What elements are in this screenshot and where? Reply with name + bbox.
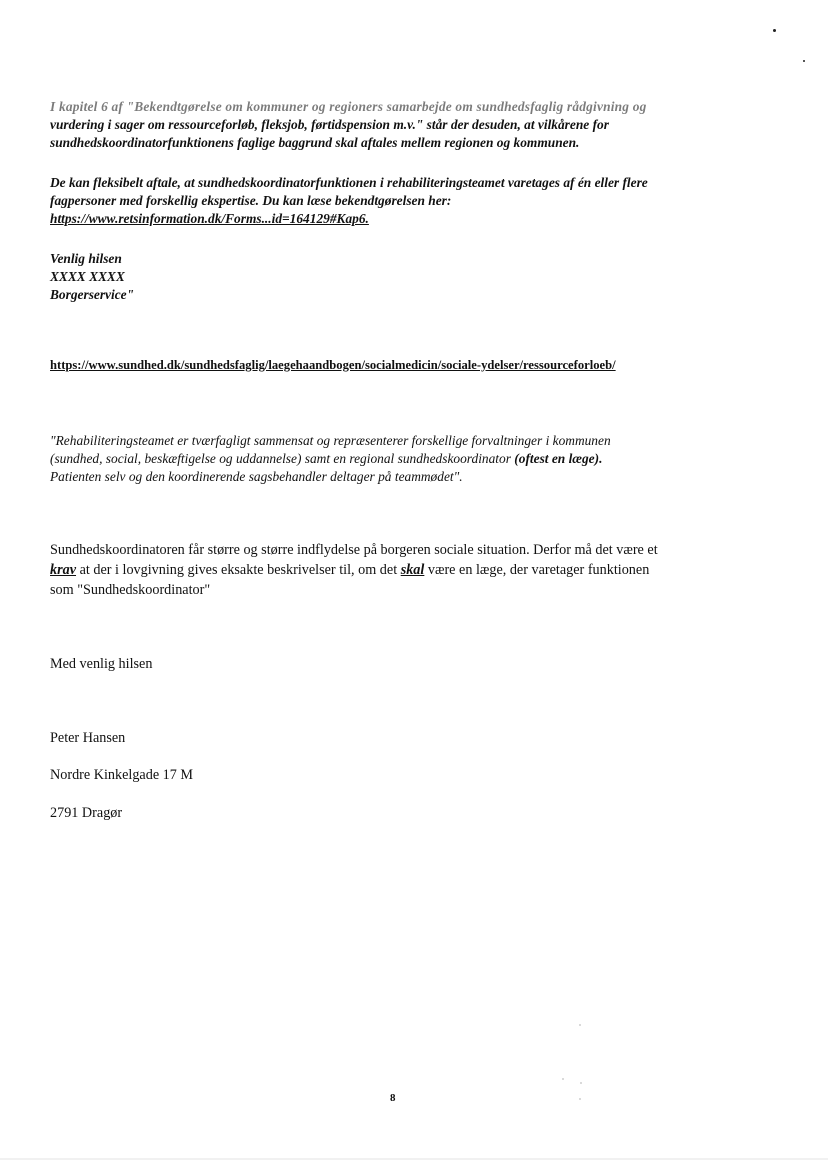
body-text: at der i lovgivning gives eksakte beskrivelser til, om det: [76, 562, 401, 578]
quote-line: [50, 450, 750, 468]
sender-name: Peter Hansen: [50, 730, 126, 746]
body-line: [50, 560, 770, 580]
quote-rehabiliteringsteam: [50, 432, 750, 486]
quote-emphasis: (oftest en læge).: [514, 451, 603, 466]
body-line: Sundhedskoordinatoren får større og større indflydelse på borgeren sociale situation. Derfor må det være et: [50, 542, 658, 558]
page-number: 8: [390, 1092, 396, 1104]
sender-street-block: [50, 765, 750, 785]
body-line: som "Sundhedskoordinator": [50, 582, 211, 598]
paragraph-line: sundhedskoordinatorfunktionens faglige baggrund skal aftales mellem regionen og kommunen.: [50, 135, 580, 150]
word-krav: krav: [50, 562, 77, 578]
paragraph-line: fagpersoner med forskellig ekspertise. Du kan læse bekendtgørelsen her:: [50, 193, 452, 208]
sender-name-block: [50, 728, 750, 748]
scan-edge: [0, 1158, 828, 1160]
scan-speck: [579, 1024, 581, 1026]
closing-text: Med venlig hilsen: [50, 656, 153, 672]
sundhed-link[interactable]: https://www.sundhed.dk/sundhedsfaglig/laegehaandbogen/socialmedicin/sociale-ydelser/ressourceforloeb/: [50, 358, 616, 372]
paragraph-line: I kapitel 6 af "Bekendtgørelse om kommuner og regioners samarbejde om sundhedsfaglig rådgivning og: [50, 99, 647, 114]
scan-speck: [579, 1098, 581, 1100]
scan-speck: [773, 29, 776, 32]
paragraph-line: De kan fleksibelt aftale, at sundhedskoordinatorfunktionen i rehabiliteringsteamet varetages af én eller flere: [50, 175, 648, 190]
scan-speck: [803, 60, 805, 62]
scan-speck: [580, 1082, 582, 1084]
quote-text: (sundhed, social, beskæftigelse og uddannelse) samt en regional sundhedskoordinator: [50, 451, 511, 466]
quote-line: Patienten selv og den koordinerende sagsbehandler deltager på teammødet".: [50, 469, 463, 484]
paragraph-fleksibel-aftale: [50, 174, 750, 228]
paragraph-kapitel-6: [50, 98, 750, 152]
signature-department: Borgerservice": [50, 287, 135, 302]
paragraph-line: vurdering i sager om ressourceforløb, fleksjob, førtidspension m.v." står der desuden, at vilkårene for: [50, 117, 609, 132]
signature-greeting: Venlig hilsen: [50, 251, 122, 266]
quote-line: "Rehabiliteringsteamet er tværfagligt sammensat og repræsenterer forskellige forvaltninger i kommunen: [50, 433, 611, 448]
scan-speck: [562, 1078, 564, 1080]
paragraph-sundhedskoordinator: [50, 540, 770, 600]
signature-borgerservice: [50, 250, 750, 304]
body-text: være en læge, der varetager funktionen: [424, 562, 650, 578]
sender-street: Nordre Kinkelgade 17 M: [50, 767, 194, 783]
closing-greeting: [50, 654, 750, 674]
sender-city: 2791 Dragør: [50, 805, 123, 821]
sender-city-block: [50, 803, 750, 823]
sundhed-url-block: [50, 356, 780, 374]
retsinformation-link[interactable]: https://www.retsinformation.dk/Forms...id=164129#Kap6.: [50, 211, 369, 226]
signature-name: XXXX XXXX: [50, 269, 125, 284]
word-skal: skal: [400, 562, 425, 578]
